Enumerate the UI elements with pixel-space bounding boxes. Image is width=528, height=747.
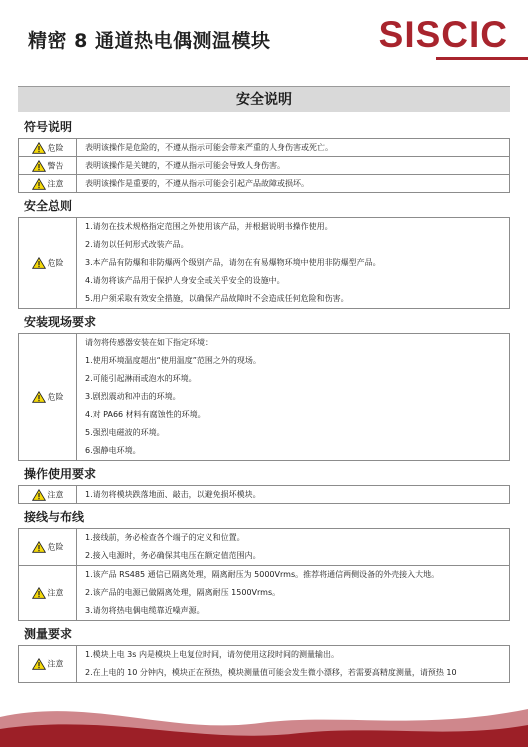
table-row — [19, 175, 510, 193]
description-text: 表明该操作是重要的，不遵从指示可能会引起产品故障或损坏。 — [85, 179, 309, 188]
footer-wave-decoration — [0, 687, 528, 747]
description-cell — [77, 566, 510, 621]
list-item: 4.请勿将该产品用于保护人身安全或关乎安全的设施中。 — [85, 276, 285, 285]
operation-heading: 操作使用要求 — [24, 467, 97, 481]
table-row — [19, 139, 510, 157]
level-label: 注意 — [47, 179, 64, 188]
level-label: 警告 — [47, 161, 64, 170]
operation-table — [18, 485, 510, 504]
symbols-table — [18, 138, 510, 193]
level-cell — [19, 139, 77, 157]
warning-icon — [32, 489, 46, 501]
list-item: 2.可能引起淋雨或泡水的环境。 — [85, 374, 197, 383]
level-label: 注意 — [47, 490, 64, 499]
level-label: 注意 — [47, 588, 64, 598]
document-title: 精密 8 通道热电偶测温模块 — [28, 30, 271, 52]
table-row — [19, 529, 510, 566]
warning-icon — [32, 587, 46, 599]
section-banner: 安全说明 — [18, 86, 510, 112]
level-label: 危险 — [47, 258, 64, 268]
list-item: 3.本产品有防爆和非防爆两个级别产品，请勿在有易爆物环境中使用非防爆型产品。 — [85, 258, 381, 267]
measure-heading: 测量要求 — [24, 627, 73, 641]
header-accent-rule — [436, 57, 528, 60]
level-cell — [19, 175, 77, 193]
list-item: 2.该产品的电源已做隔离处理，隔离耐压 1500Vrms。 — [85, 588, 281, 597]
install-heading: 安装现场要求 — [24, 315, 97, 329]
description-cell — [77, 334, 510, 461]
warning-icon — [32, 142, 46, 154]
list-item: 1.请勿将模块跌落地面、敲击，以避免损坏模块。 — [85, 490, 261, 499]
install-table — [18, 333, 510, 461]
warning-icon — [32, 391, 46, 403]
warning-icon — [32, 658, 46, 670]
list-item: 2.请勿以任何形式改装产品。 — [85, 240, 189, 249]
level-label: 危险 — [47, 392, 64, 402]
list-item: 1.请勿在技术规格指定范围之外使用该产品，并根据说明书操作使用。 — [85, 222, 333, 231]
level-cell — [19, 566, 77, 621]
wiring-table — [18, 528, 510, 621]
symbols-heading: 符号说明 — [24, 120, 73, 134]
list-item: 6.强静电环境。 — [85, 446, 141, 455]
level-cell — [19, 529, 77, 566]
level-cell — [19, 157, 77, 175]
list-item: 3.剧烈震动和冲击的环境。 — [85, 392, 181, 401]
description-cell — [77, 157, 510, 175]
warning-icon — [32, 160, 46, 172]
description-cell — [77, 218, 510, 309]
description-text: 表明该操作是关键的，不遵从指示可能会导致人身伤害。 — [85, 161, 285, 170]
level-cell — [19, 218, 77, 309]
safety-content — [18, 86, 510, 685]
warning-icon — [32, 257, 46, 269]
measure-table — [18, 645, 510, 683]
warning-icon — [32, 178, 46, 190]
general-table — [18, 217, 510, 309]
general-heading: 安全总则 — [24, 199, 73, 213]
description-cell — [77, 646, 510, 683]
list-item: 2.在上电的 10 分钟内，模块正在预热，模块测量值可能会发生微小漂移，若需要高精度测量，请预热 10 — [85, 668, 457, 677]
wiring-heading: 接线与布线 — [24, 510, 85, 524]
level-label: 危险 — [47, 143, 64, 152]
list-item: 1.使用环境温度超出“使用温度”范围之外的现场。 — [85, 356, 261, 365]
table-row — [19, 646, 510, 683]
list-item: 4.对 PA66 材料有腐蚀性的环境。 — [85, 410, 206, 419]
brand-logo: SISCIC — [378, 14, 508, 55]
list-item: 请勿将传感器安装在如下指定环境： — [85, 338, 213, 347]
description-cell — [77, 529, 510, 566]
list-item: 2.接入电源时，务必确保其电压在额定值范围内。 — [85, 551, 261, 560]
table-row — [19, 334, 510, 461]
description-cell — [77, 175, 510, 193]
description-cell — [77, 139, 510, 157]
warning-icon — [32, 541, 46, 553]
table-row — [19, 486, 510, 504]
list-item: 1.模块上电 3s 内是模块上电复位时间，请勿使用这段时间的测量输出。 — [85, 650, 339, 659]
list-item: 1.该产品 RS485 通信已隔离处理，隔离耐压为 5000Vrms。推荐将通信两侧设备的外壳接入大地。 — [85, 570, 440, 579]
list-item: 3.请勿将热电偶电缆靠近噪声源。 — [85, 606, 205, 615]
level-cell — [19, 646, 77, 683]
level-cell — [19, 486, 77, 504]
description-text: 表明该操作是危险的，不遵从指示可能会带来严重的人身伤害或死亡。 — [85, 143, 333, 152]
level-cell — [19, 334, 77, 461]
description-cell — [77, 486, 510, 504]
list-item: 1.接线前，务必检查各个端子的定义和位置。 — [85, 533, 245, 542]
list-item: 5.强烈电磁波的环境。 — [85, 428, 165, 437]
list-item: 5.用户须采取有效安全措施，以确保产品故障时不会造成任何危险和伤害。 — [85, 294, 349, 303]
table-row — [19, 566, 510, 621]
level-label: 注意 — [47, 659, 64, 669]
level-label: 危险 — [47, 542, 64, 552]
table-row — [19, 218, 510, 309]
page-header — [0, 0, 528, 70]
table-row — [19, 157, 510, 175]
